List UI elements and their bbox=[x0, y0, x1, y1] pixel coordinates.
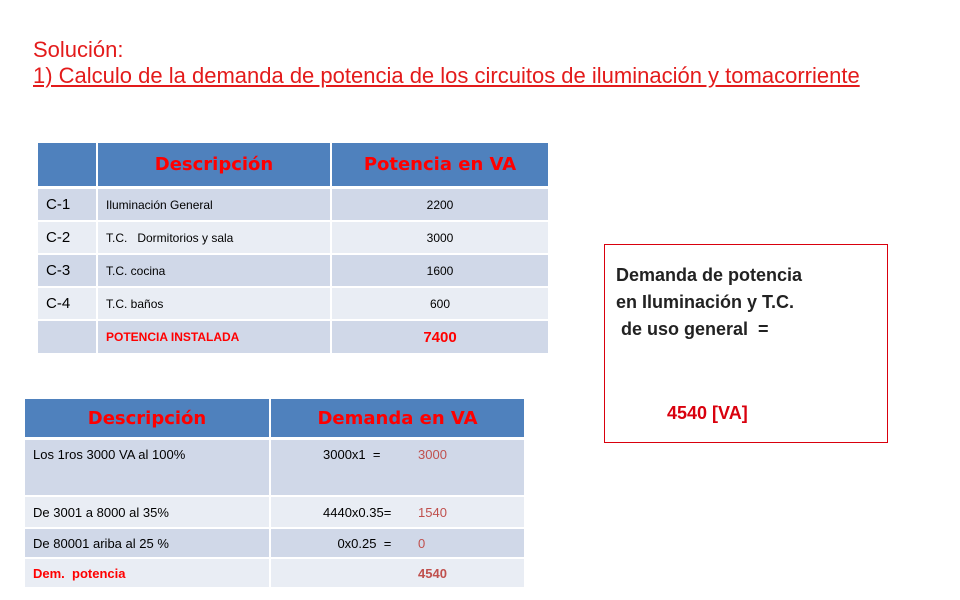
circuit-id: C-1 bbox=[38, 189, 98, 222]
table-row bbox=[25, 497, 524, 529]
circuit-description: T.C. Dormitorios y sala bbox=[98, 222, 332, 255]
demand-total-value: 4540 bbox=[271, 559, 524, 589]
summary-line-1: Demanda de potencia bbox=[616, 265, 803, 285]
table-row bbox=[25, 440, 524, 497]
header-demand: Demanda en VA bbox=[271, 399, 524, 440]
tier-description: De 80001 ariba al 25 % bbox=[25, 529, 271, 559]
tier-expression: 3000x1 = bbox=[323, 447, 381, 462]
installed-power-label: POTENCIA INSTALADA bbox=[98, 321, 332, 355]
circuit-id: C-4 bbox=[38, 288, 98, 321]
power-table bbox=[38, 143, 548, 355]
table-row bbox=[38, 255, 548, 288]
tier-result: 3000 bbox=[418, 447, 447, 462]
tier-expression: 0x0.25 = bbox=[323, 535, 392, 551]
table-row bbox=[38, 288, 548, 321]
header-blank bbox=[38, 143, 98, 189]
header-description: Descripción bbox=[98, 143, 332, 189]
demand-table-header bbox=[25, 399, 524, 440]
slide-title bbox=[33, 37, 913, 89]
circuit-id: C-2 bbox=[38, 222, 98, 255]
tier-description: De 3001 a 8000 al 35% bbox=[25, 497, 271, 529]
tier-calculation bbox=[271, 497, 524, 529]
circuit-power: 3000 bbox=[332, 222, 548, 255]
circuit-power: 1600 bbox=[332, 255, 548, 288]
power-table-header bbox=[38, 143, 548, 189]
section-heading: 1) Calculo de la demanda de potencia de los circuitos de iluminación y tomacorriente bbox=[33, 63, 860, 88]
tier-result: 1540 bbox=[418, 504, 447, 520]
circuit-description: T.C. cocina bbox=[98, 255, 332, 288]
tier-result: 0 bbox=[418, 535, 426, 551]
circuit-power: 2200 bbox=[332, 189, 548, 222]
tier-calculation bbox=[271, 529, 524, 559]
circuit-power: 600 bbox=[332, 288, 548, 321]
table-row bbox=[25, 529, 524, 559]
tier-calculation bbox=[271, 440, 524, 497]
demand-table bbox=[25, 399, 524, 589]
tier-description: Los 1ros 3000 VA al 100% bbox=[25, 440, 271, 497]
circuit-description: T.C. baños bbox=[98, 288, 332, 321]
table-row bbox=[38, 222, 548, 255]
table-row bbox=[38, 189, 548, 222]
summary-line-3: de uso general = bbox=[616, 319, 769, 339]
solution-label: Solución: bbox=[33, 37, 124, 62]
installed-power-value: 7400 bbox=[332, 321, 548, 355]
header-description: Descripción bbox=[25, 399, 271, 440]
tier-expression: 4440x0.35= bbox=[323, 504, 392, 520]
total-blank-cell bbox=[38, 321, 98, 355]
circuit-description: Iluminación General bbox=[98, 189, 332, 222]
demand-total-label: Dem. potencia bbox=[25, 559, 271, 589]
total-row bbox=[25, 559, 524, 589]
summary-result: 4540 [VA] bbox=[667, 403, 748, 423]
summary-box bbox=[604, 244, 888, 443]
total-row bbox=[38, 321, 548, 355]
circuit-id: C-3 bbox=[38, 255, 98, 288]
summary-text bbox=[616, 262, 881, 343]
summary-line-2: en Iluminación y T.C. bbox=[616, 292, 795, 312]
header-power: Potencia en VA bbox=[332, 143, 548, 189]
